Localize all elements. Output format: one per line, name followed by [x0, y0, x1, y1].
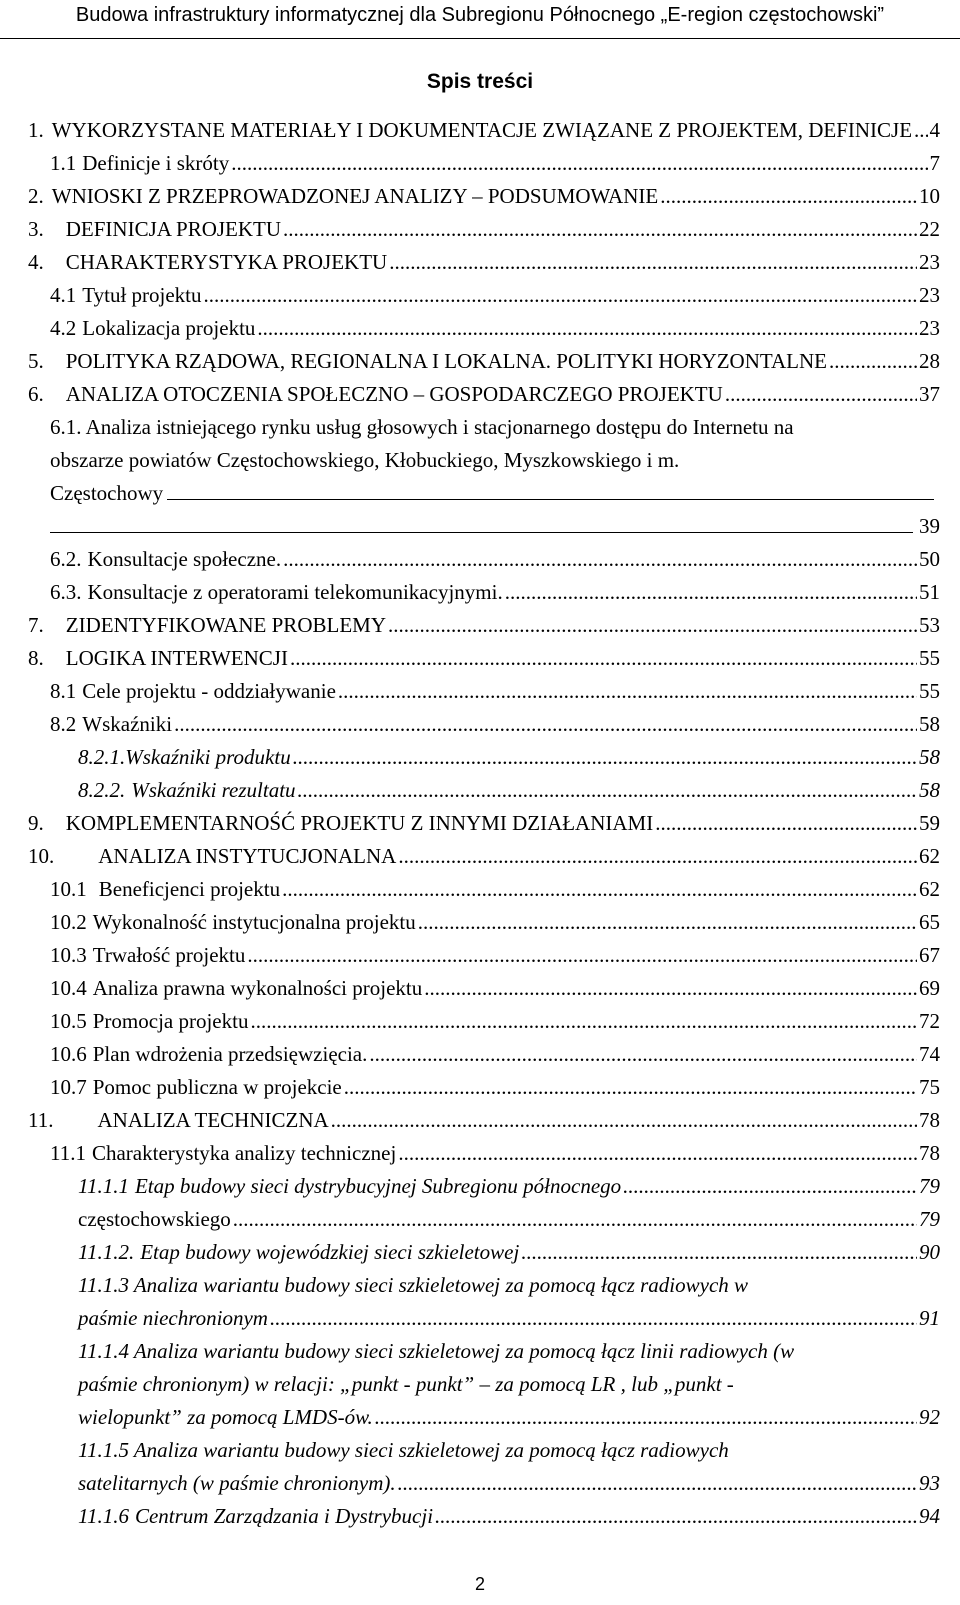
toc-entry[interactable]: 4. CHARAKTERYSTYKA PROJEKTU ..... 23: [28, 246, 940, 279]
toc-entry[interactable]: 1.1 Definicje i skróty ..... 7: [28, 147, 940, 180]
toc-entry[interactable]: 1. WYKORZYSTANE MATERIAŁY I DOKUMENTACJE ZWIĄZANE Z PROJEKTEM, DEFINICJE ..... 4: [28, 114, 940, 147]
toc-entry[interactable]: 9. KOMPLEMENTARNOŚĆ PROJEKTU Z INNYMI DZIAŁANIAMI ..... 59: [28, 807, 940, 840]
toc-entry-multiline[interactable]: 11.1.4 Analiza wariantu budowy sieci szkieletowej za pomocą łącz linii radiowych (w paśmie chronionym) w relacji: „punkt - punkt” – za pomocą LR , lub „punkt - wielopunkt” za pomocą LMDS-ów. ..... 92: [28, 1335, 940, 1434]
running-header: Budowa infrastruktury informatycznej dla Subregionu Północnego „E-region częstochowski”: [0, 0, 960, 39]
toc-entry-multiline[interactable]: 11.1.5 Analiza wariantu budowy sieci szkieletowej za pomocą łącz radiowych satelitarnych (w paśmie chronionym). ..... 93: [28, 1434, 940, 1500]
toc-entry[interactable]: 4.1 Tytuł projektu ..... 23: [28, 279, 940, 312]
toc-entry[interactable]: 8.2.1. Wskaźniki produktu ..... 58: [28, 741, 940, 774]
toc-entry[interactable]: 10.2 Wykonalność instytucjonalna projektu ..... 65: [28, 906, 940, 939]
toc-entry-multiline[interactable]: 6.1. Analiza istniejącego rynku usług głosowych i stacjonarnego dostępu do Internetu na obszarze powiatów Częstochowskiego, Kłobuckiego, Myszkowskiego i m. Częstochowy 39: [50, 415, 940, 538]
toc-entry[interactable]: 10.6 Plan wdrożenia przedsięwzięcia. ..... 74: [28, 1038, 940, 1071]
toc-entry[interactable]: 7. ZIDENTYFIKOWANE PROBLEMY ..... 53: [28, 609, 940, 642]
toc-entry[interactable]: 11.1 Charakterystyka analizy technicznej ..... 78: [28, 1137, 940, 1170]
toc-title: Spis treści: [426, 70, 534, 93]
toc-entry[interactable]: 6.2. Konsultacje społeczne. ..... 50: [28, 543, 940, 576]
toc-entry[interactable]: 10.3 Trwałość projektu ..... 67: [28, 939, 940, 972]
page-number: 2: [474, 1574, 485, 1594]
toc-entry[interactable]: 10.5 Promocja projektu ..... 72: [28, 1005, 940, 1038]
toc-entry[interactable]: 8. LOGIKA INTERWENCJI ..... 55: [28, 642, 940, 675]
toc-entry[interactable]: 8.1 Cele projektu - oddziaływanie ..... 55: [28, 675, 940, 708]
toc-entry[interactable]: 8.2.2. Wskaźniki rezultatu ..... 58: [28, 774, 940, 807]
table-of-contents: [28, 114, 940, 1533]
toc-entry[interactable]: 11. ANALIZA TECHNICZNA ..... 78: [28, 1104, 940, 1137]
toc-entry[interactable]: 2. WNIOSKI Z PRZEPROWADZONEJ ANALIZY – PODSUMOWANIE ..... 10: [28, 180, 940, 213]
toc-entry[interactable]: 6. ANALIZA OTOCZENIA SPOŁECZNO – GOSPODARCZEGO PROJEKTU ..... 37: [28, 378, 940, 411]
toc-entry[interactable]: 11.1.2. Etap budowy wojewódzkiej sieci szkieletowej ..... 90: [28, 1236, 940, 1269]
toc-entry[interactable]: 8.2 Wskaźniki ..... 58: [28, 708, 940, 741]
toc-entry[interactable]: 10.1 Beneficjenci projektu ..... 62: [28, 873, 940, 906]
toc-entry[interactable]: 4.2 Lokalizacja projektu ..... 23: [28, 312, 940, 345]
toc-entry[interactable]: 10. ANALIZA INSTYTUCJONALNA ..... 62: [28, 840, 940, 873]
toc-entry[interactable]: częstochowskiego ..... 79: [28, 1203, 940, 1236]
toc-entry[interactable]: 11.1.1 Etap budowy sieci dystrybucyjnej Subregionu północnego ..... 79: [28, 1170, 940, 1203]
toc-entry[interactable]: 5. POLITYKA RZĄDOWA, REGIONALNA I LOKALNA. POLITYKI HORYZONTALNE ..... 28: [28, 345, 940, 378]
toc-entry-multiline[interactable]: 11.1.3 Analiza wariantu budowy sieci szkieletowej za pomocą łącz radiowych w paśmie niechronionym ..... 91: [28, 1269, 940, 1335]
toc-entry[interactable]: 3. DEFINICJA PROJEKTU ..... 22: [28, 213, 940, 246]
toc-entry[interactable]: 10.4 Analiza prawna wykonalności projektu ..... 69: [28, 972, 940, 1005]
toc-entry[interactable]: 11.1.6 Centrum Zarządzania i Dystrybucji ..... 94: [28, 1500, 940, 1533]
toc-entry[interactable]: 10.7 Pomoc publiczna w projekcie ..... 75: [28, 1071, 940, 1104]
toc-entry[interactable]: 6.3. Konsultacje z operatorami telekomunikacyjnymi. ..... 51: [28, 576, 940, 609]
